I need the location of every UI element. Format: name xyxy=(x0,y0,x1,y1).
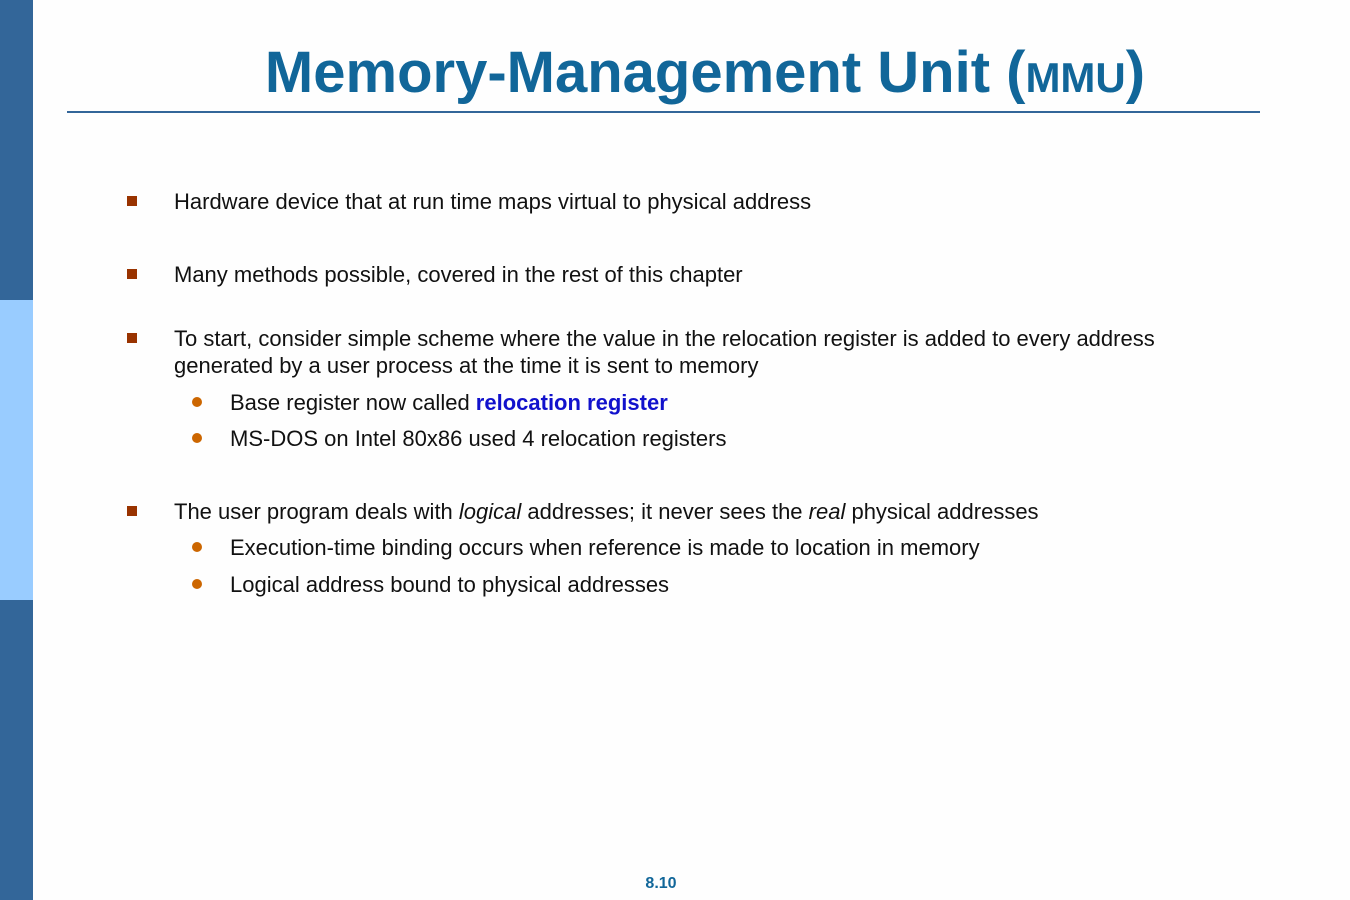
slide-title xyxy=(30,38,1350,113)
round-bullet-icon xyxy=(192,433,202,443)
sidebar-segment-top xyxy=(0,0,33,300)
square-bullet-icon xyxy=(127,506,137,516)
highlighted-term: relocation register xyxy=(475,390,668,415)
emphasis-real: real xyxy=(808,499,846,524)
square-bullet-icon xyxy=(127,196,137,206)
bullet-text-line-1: To start, consider simple scheme where the value in the relocation register is added to every address xyxy=(174,326,1155,351)
sub-bullet-text xyxy=(230,389,668,416)
title-abbreviation: MMU xyxy=(1025,54,1126,101)
title-close-paren: ) xyxy=(1125,40,1146,105)
title-main: Memory-Management Unit ( xyxy=(264,40,1026,105)
bullet-text: Hardware device that at run time maps virtual to physical address xyxy=(174,189,812,214)
sidebar-decoration xyxy=(0,0,33,900)
text-segment: physical addresses xyxy=(845,499,1039,524)
bullet-text: Many methods possible, covered in the rest of this chapter xyxy=(174,262,743,287)
text-segment: addresses; it never sees the xyxy=(521,499,809,524)
sidebar-segment-bottom xyxy=(0,600,33,900)
bullet-text-line-2: generated by a user process at the time it is sent to memory xyxy=(174,353,759,378)
square-bullet-icon xyxy=(127,269,137,279)
text-segment: The user program deals with xyxy=(174,499,459,524)
sub-bullet-text: MS-DOS on Intel 80x86 used 4 relocation registers xyxy=(230,426,727,451)
square-bullet-icon xyxy=(127,333,137,343)
sidebar-segment-middle xyxy=(0,300,33,600)
bullet-text xyxy=(174,498,1039,525)
round-bullet-icon xyxy=(192,579,202,589)
title-underline xyxy=(67,111,1260,113)
round-bullet-icon xyxy=(192,397,202,407)
sub-bullet-text: Logical address bound to physical addresses xyxy=(230,572,670,597)
page-number: 8.10 xyxy=(645,875,677,892)
round-bullet-icon xyxy=(192,542,202,552)
sub-bullet-prefix: Base register now called xyxy=(230,390,476,415)
emphasis-logical: logical xyxy=(458,499,522,524)
sub-bullet-text: Execution-time binding occurs when reference is made to location in memory xyxy=(230,535,980,560)
